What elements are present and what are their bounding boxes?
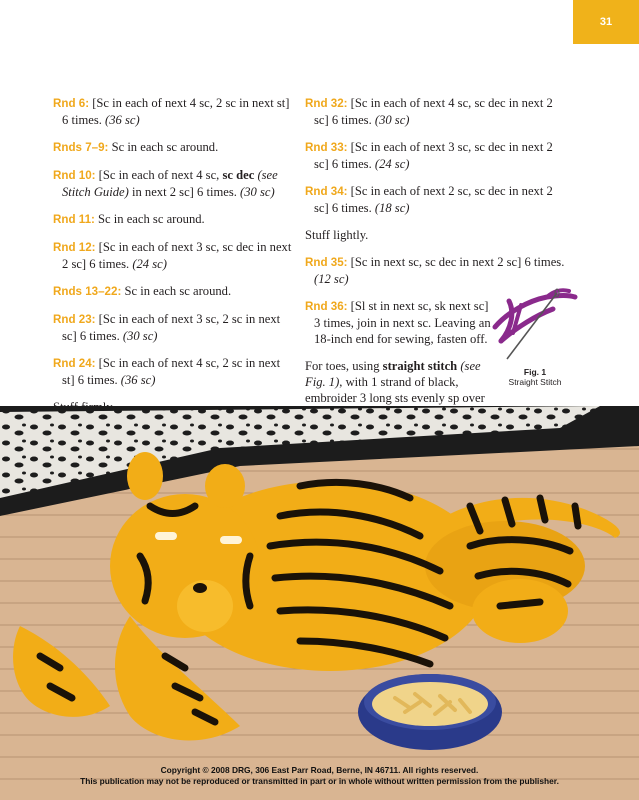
round-label: Rnd 23: <box>53 313 96 326</box>
instruction-step <box>53 355 293 388</box>
instruction-text: (30 sc) <box>374 113 410 127</box>
instruction-text: [Sc in each of next 4 sc, 2 sc in next st] 6 times. <box>62 356 281 387</box>
instruction-step <box>53 239 293 272</box>
instruction-text: (see Stitch Guide) <box>62 168 278 199</box>
instruction-step <box>53 167 293 200</box>
instruction-step <box>53 283 293 300</box>
round-label: Rnd 10: <box>53 169 96 182</box>
instruction-text: straight stitch <box>382 359 458 373</box>
straight-stitch-diagram <box>487 283 583 365</box>
tiger-photo-illustration <box>0 406 639 800</box>
instruction-text: [Sc in each of next 2 sc, sc dec in next 2 sc] 6 times. <box>314 184 553 215</box>
instruction-text: Sc in each sc around. <box>94 212 205 226</box>
round-label: Rnd 33: <box>305 141 348 154</box>
instruction-step <box>305 298 495 347</box>
copyright-line-1: Copyright © 2008 DRG, 306 East Parr Road, Berne, IN 46711. All rights reserved. <box>160 765 479 775</box>
round-label: Rnd 6: <box>53 97 90 110</box>
round-label: Rnds 13–22: <box>53 285 122 298</box>
instruction-text: [Sc in each of next 3 sc, sc dec in next 2 sc] 6 times. <box>314 140 553 171</box>
copyright-notice <box>0 765 639 787</box>
figure-caption <box>487 367 583 387</box>
instruction-step <box>53 95 293 128</box>
instruction-text: (30 sc) <box>240 185 275 199</box>
instruction-step <box>305 227 567 243</box>
instruction-text: [Sc in each of next 3 sc, sc dec in next 2 sc] 6 times. <box>62 240 292 271</box>
round-label: Rnd 36: <box>305 300 348 313</box>
round-label: Rnd 32: <box>305 97 348 110</box>
instruction-text: (24 sc) <box>132 257 167 271</box>
tiger-photo <box>0 406 639 800</box>
copyright-line-2: This publication may not be reproduced or transmitted in part or in whole without written permission from the publisher. <box>80 776 559 786</box>
instruction-step <box>53 311 293 344</box>
instruction-text: (30 sc) <box>122 329 158 343</box>
instruction-text: Sc in each sc around. <box>121 284 232 298</box>
instruction-text: (24 sc) <box>374 157 410 171</box>
instruction-text: Sc in each sc around. <box>108 140 219 154</box>
instruction-text: (12 sc) <box>314 272 349 286</box>
instructions-left-column <box>53 95 293 454</box>
instruction-text: sc dec <box>222 168 255 182</box>
instruction-text: [Sc in each of next 4 sc, sc dec in next 2 sc] 6 times. <box>314 96 553 127</box>
instructions-right-column <box>305 95 567 449</box>
round-label: Rnd 34: <box>305 185 348 198</box>
instruction-text: [Sc in each of next 4 sc, 2 sc in next st] 6 times. <box>62 96 290 127</box>
instruction-step <box>305 139 567 172</box>
instruction-text: (18 sc) <box>374 201 410 215</box>
instruction-step <box>53 211 293 228</box>
round-label: Rnds 7–9: <box>53 141 109 154</box>
instruction-step <box>53 139 293 156</box>
instruction-text: (36 sc) <box>105 113 140 127</box>
instruction-text: (see Fig. 1) <box>305 359 481 389</box>
instruction-text: For toes, using <box>305 359 383 373</box>
figure-straight-stitch <box>487 283 583 387</box>
round-label: Rnd 12: <box>53 241 96 254</box>
instruction-step <box>305 95 567 128</box>
instruction-text: [Sc in each of next 3 sc, 2 sc in next sc] 6 times. <box>62 312 281 343</box>
round-label: Rnd 11: <box>53 213 95 226</box>
figure-subtitle: Straight Stitch <box>508 377 562 387</box>
instruction-text: (36 sc) <box>120 373 156 387</box>
round-label: Rnd 35: <box>305 256 348 269</box>
instruction-text: [Sl st in next sc, sk next sc] 3 times, join in next sc. Leaving an 18-inch end for sewing, fasten off. <box>314 299 491 346</box>
instruction-step <box>305 183 567 216</box>
instruction-text: [Sc in next sc, sc dec in next 2 sc] 6 times. <box>347 255 565 269</box>
figure-title: Fig. 1 <box>523 367 547 377</box>
page-number: 31 <box>599 16 613 28</box>
round-label: Rnd 24: <box>53 357 96 370</box>
instruction-text: in next 2 sc] 6 times. <box>128 185 241 199</box>
instruction-text: [Sc in each of next 4 sc, <box>95 168 223 182</box>
page-number-tab <box>573 0 639 44</box>
instruction-text: , with 1 strand of black, embroider 3 long sts evenly sp over <box>305 375 485 405</box>
instruction-text: Stuff lightly. <box>305 228 369 242</box>
